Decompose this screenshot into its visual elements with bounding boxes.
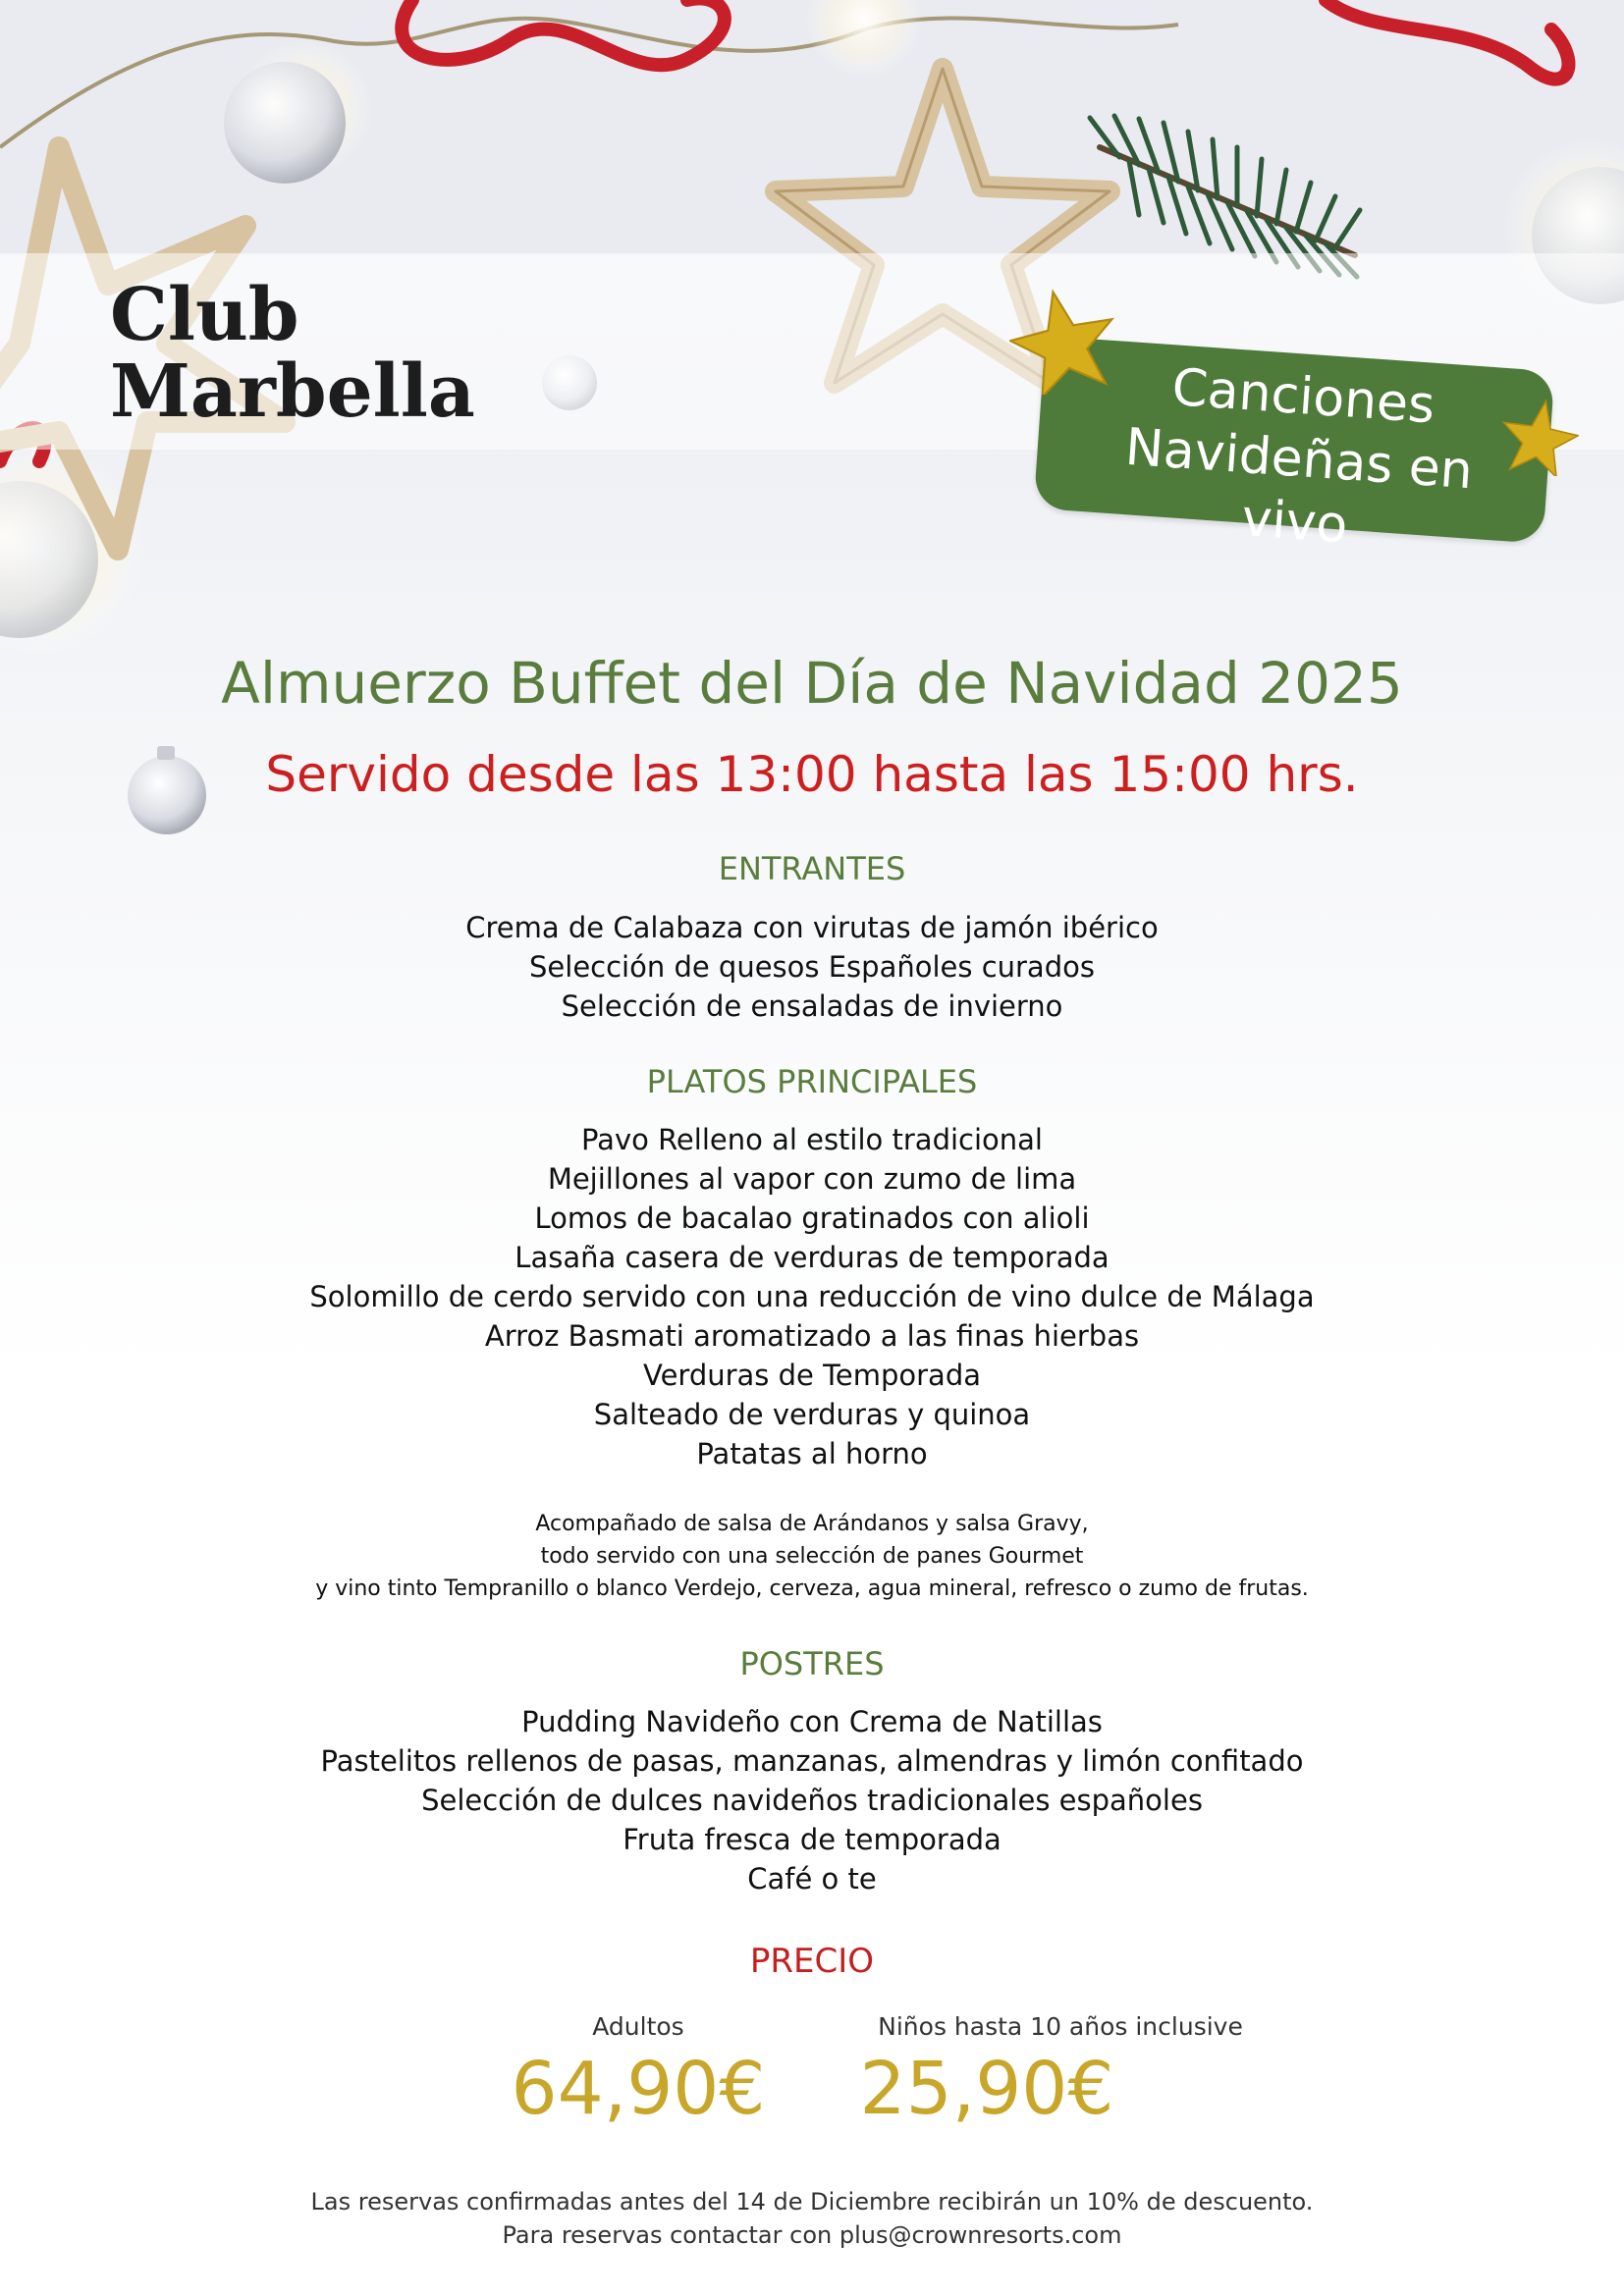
list-item: Patatas al horno bbox=[696, 1437, 928, 1470]
list-item: Salteado de verduras y quinoa bbox=[593, 1398, 1031, 1431]
gold-star-icon bbox=[1500, 398, 1579, 476]
child-price-value: 25,90€ bbox=[859, 2047, 1114, 2131]
club-name-line1: Club bbox=[110, 273, 299, 357]
section-heading-postres: POSTRES bbox=[739, 1645, 885, 1682]
contact-note: Para reservas contactar con plus@crownresorts.com bbox=[502, 2221, 1122, 2249]
footer-notes bbox=[0, 2185, 1624, 2252]
section-heading-precio: PRECIO bbox=[749, 1942, 875, 1981]
list-item: Pavo Relleno al estilo tradicional bbox=[581, 1123, 1043, 1156]
list-item: Selección de ensaladas de invierno bbox=[561, 989, 1063, 1023]
list-item: Pastelitos rellenos de pasas, manzanas, almendras y limón confitado bbox=[320, 1744, 1304, 1778]
note-line: todo servido con una selección de panes Gourmet bbox=[540, 1544, 1084, 1569]
list-item: Lasaña casera de verduras de temporada bbox=[514, 1241, 1110, 1274]
list-item: Mejillones al vapor con zumo de lima bbox=[547, 1162, 1077, 1196]
live-music-badge-text bbox=[1062, 349, 1536, 569]
entrantes-list bbox=[0, 908, 1624, 1026]
list-item: Selección de quesos Españoles curados bbox=[529, 950, 1095, 984]
list-item: Crema de Calabaza con virutas de jamón ibérico bbox=[465, 911, 1159, 944]
gold-star-icon bbox=[1009, 287, 1117, 395]
section-heading-principales: PLATOS PRINCIPALES bbox=[646, 1063, 978, 1100]
list-item: Selección de dulces navideños tradicionales españoles bbox=[421, 1784, 1203, 1817]
list-item: Solomillo de cerdo servido con una reducción de vino dulce de Málaga bbox=[309, 1280, 1315, 1313]
club-logo bbox=[110, 273, 475, 434]
list-item: Lomos de bacalao gratinados con alioli bbox=[534, 1201, 1090, 1235]
adult-price-label: Adultos bbox=[592, 2012, 684, 2041]
accompaniment-note bbox=[0, 1508, 1624, 1605]
list-item: Pudding Navideño con Crema de Natillas bbox=[521, 1705, 1103, 1738]
note-line: Acompañado de salsa de Arándanos y salsa Gravy, bbox=[535, 1512, 1089, 1536]
event-title: Almuerzo Buffet del Día de Navidad 2025 bbox=[221, 650, 1403, 717]
list-item: Verduras de Temporada bbox=[642, 1359, 982, 1392]
adult-price-value: 64,90€ bbox=[511, 2047, 766, 2131]
list-item: Café o te bbox=[747, 1862, 877, 1896]
principales-list bbox=[0, 1120, 1624, 1473]
note-line: y vino tinto Tempranillo o blanco Verdejo, cerveza, agua mineral, refresco o zumo de frutas. bbox=[315, 1576, 1309, 1601]
section-heading-entrantes: ENTRANTES bbox=[718, 850, 906, 887]
list-item: Arroz Basmati aromatizado a las finas hierbas bbox=[484, 1319, 1140, 1353]
child-price-label: Niños hasta 10 años inclusive bbox=[878, 2012, 1243, 2041]
club-name-line2: Marbella bbox=[110, 349, 475, 434]
service-hours: Servido desde las 13:00 hasta las 15:00 hrs. bbox=[265, 746, 1359, 803]
badge-line2: Navideñas en vivo bbox=[1123, 417, 1475, 556]
discount-note: Las reservas confirmadas antes del 14 de Diciembre recibirán un 10% de descuento. bbox=[310, 2188, 1314, 2216]
list-item: Fruta fresca de temporada bbox=[623, 1823, 1001, 1856]
postres-list bbox=[0, 1702, 1624, 1898]
badge-line1: Canciones bbox=[1169, 357, 1437, 436]
